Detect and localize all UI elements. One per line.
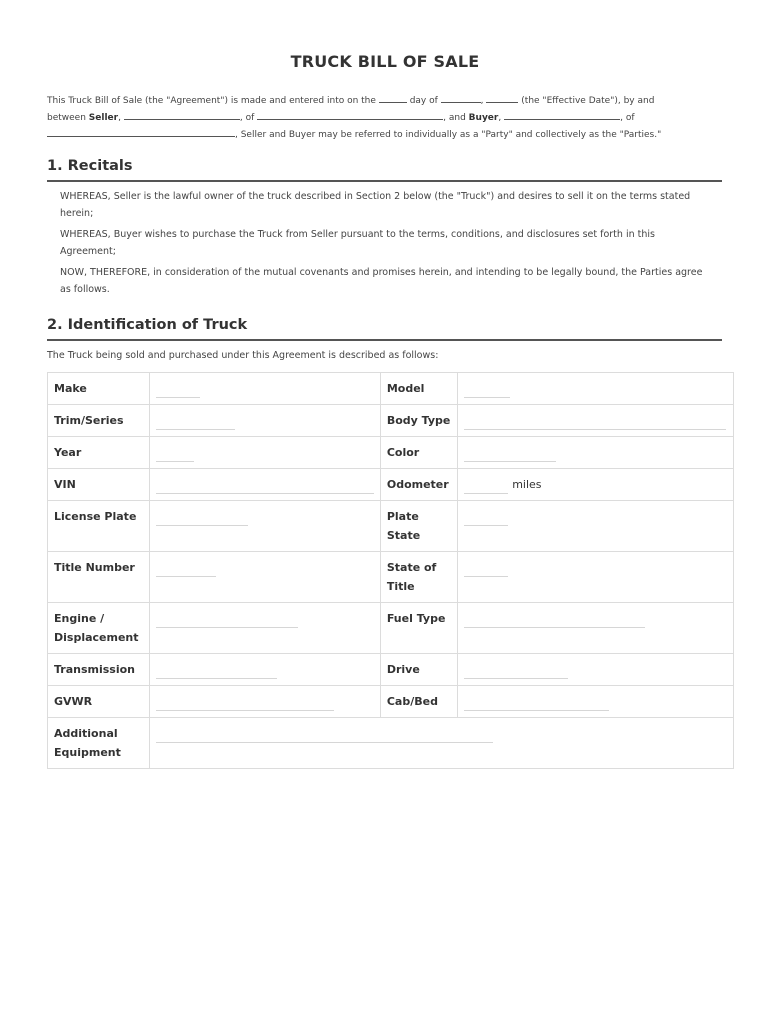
drive-cell	[458, 654, 734, 686]
table-row	[48, 603, 734, 654]
year-blank[interactable]	[486, 92, 518, 103]
color-cell	[458, 437, 734, 469]
buyer-label: Buyer	[468, 113, 499, 123]
intro-and: , and	[443, 113, 466, 123]
document-title: TRUCK BILL OF SALE	[290, 52, 480, 71]
table-row	[48, 469, 734, 501]
trim-cell	[149, 405, 380, 437]
intro-text-1: This Truck Bill of Sale (the "Agreement") is made and entered into on the	[47, 96, 376, 106]
year-cell	[149, 437, 380, 469]
section-1-heading: 1. Recitals	[47, 158, 722, 182]
table-row	[48, 686, 734, 718]
fuel-type-cell	[458, 603, 734, 654]
buyer-name-blank[interactable]	[504, 109, 620, 120]
state-of-title-label: State of Title	[380, 552, 457, 603]
odometer-cell	[458, 469, 734, 501]
body-type-cell	[458, 405, 734, 437]
buyer-address-blank[interactable]	[47, 126, 235, 137]
day-blank[interactable]	[379, 92, 407, 103]
table-row	[48, 501, 734, 552]
intro-paragraph	[47, 92, 723, 143]
cab-bed-field[interactable]	[464, 696, 609, 711]
transmission-field[interactable]	[156, 664, 277, 679]
table-row	[48, 373, 734, 405]
section-2-heading: 2. Identification of Truck	[47, 317, 722, 341]
intro-text-4: (the "Effective Date"), by and	[521, 96, 655, 106]
gvwr-label: GVWR	[48, 686, 150, 718]
transmission-label: Transmission	[48, 654, 150, 686]
state-of-title-field[interactable]	[464, 562, 508, 577]
additional-equipment-cell	[149, 718, 733, 769]
intro-of-2: , of	[620, 113, 635, 123]
license-plate-cell	[149, 501, 380, 552]
recital-whereas-2: WHEREAS, Buyer wishes to purchase the Truck from Seller pursuant to the terms, conditions, and disclosures set forth in this Agreement;	[60, 229, 655, 257]
body-type-field[interactable]	[464, 415, 726, 430]
intro-of-1: , of	[239, 113, 255, 123]
table-row	[48, 437, 734, 469]
title-number-cell	[149, 552, 380, 603]
vin-label: VIN	[48, 469, 150, 501]
intro-comma-1: ,	[118, 113, 121, 123]
fuel-type-field[interactable]	[464, 613, 645, 628]
vin-field[interactable]	[156, 479, 374, 494]
model-label: Model	[380, 373, 457, 405]
intro-text-5: between	[47, 113, 86, 123]
odometer-label: Odometer	[380, 469, 457, 501]
license-plate-label: License Plate	[48, 501, 150, 552]
plate-state-label: Plate State	[380, 501, 457, 552]
table-row	[48, 405, 734, 437]
license-plate-field[interactable]	[156, 511, 248, 526]
seller-address-blank[interactable]	[257, 109, 443, 120]
state-of-title-cell	[458, 552, 734, 603]
additional-equipment-label: Additional Equipment	[48, 718, 150, 769]
table-row	[48, 552, 734, 603]
model-cell	[458, 373, 734, 405]
year-label: Year	[48, 437, 150, 469]
table-row	[48, 654, 734, 686]
seller-name-blank[interactable]	[124, 109, 240, 120]
vin-cell	[149, 469, 380, 501]
trim-label: Trim/Series	[48, 405, 150, 437]
intro-text-3: ,	[480, 96, 484, 106]
trim-field[interactable]	[156, 415, 235, 430]
odometer-unit: miles	[512, 478, 542, 491]
drive-label: Drive	[380, 654, 457, 686]
fuel-type-label: Fuel Type	[380, 603, 457, 654]
engine-label: Engine / Displacement	[48, 603, 150, 654]
month-blank[interactable]	[441, 92, 481, 103]
model-field[interactable]	[464, 383, 510, 398]
truck-description-lead: The Truck being sold and purchased under this Agreement is described as follows:	[47, 350, 439, 361]
additional-equipment-field[interactable]	[156, 728, 493, 743]
body-type-label: Body Type	[380, 405, 457, 437]
engine-field[interactable]	[156, 613, 298, 628]
make-field[interactable]	[156, 383, 200, 398]
color-field[interactable]	[464, 447, 556, 462]
plate-state-cell	[458, 501, 734, 552]
transmission-cell	[149, 654, 380, 686]
engine-cell	[149, 603, 380, 654]
plate-state-field[interactable]	[464, 511, 508, 526]
title-number-field[interactable]	[156, 562, 216, 577]
gvwr-cell	[149, 686, 380, 718]
recital-now-therefore: NOW, THEREFORE, in consideration of the mutual covenants and promises herein, and intending to be legally bound, the Parties agree as follows.	[60, 267, 703, 295]
year-field[interactable]	[156, 447, 194, 462]
make-label: Make	[48, 373, 150, 405]
title-number-label: Title Number	[48, 552, 150, 603]
table-row	[48, 718, 734, 769]
cab-bed-cell	[458, 686, 734, 718]
color-label: Color	[380, 437, 457, 469]
gvwr-field[interactable]	[156, 696, 334, 711]
truck-identification-table	[47, 372, 734, 769]
recital-whereas-1: WHEREAS, Seller is the lawful owner of the truck described in Section 2 below (the "Truck") and desires to sell it on the terms stated herein;	[60, 191, 691, 219]
seller-label: Seller	[88, 113, 119, 123]
intro-comma-2: ,	[498, 113, 502, 123]
intro-text-2: day of	[409, 96, 438, 106]
make-cell	[149, 373, 380, 405]
intro-text-6: , Seller and Buyer may be referred to individually as a "Party" and collectively as the "Parties."	[235, 130, 662, 140]
cab-bed-label: Cab/Bed	[380, 686, 457, 718]
drive-field[interactable]	[464, 664, 568, 679]
odometer-field[interactable]	[464, 479, 508, 494]
